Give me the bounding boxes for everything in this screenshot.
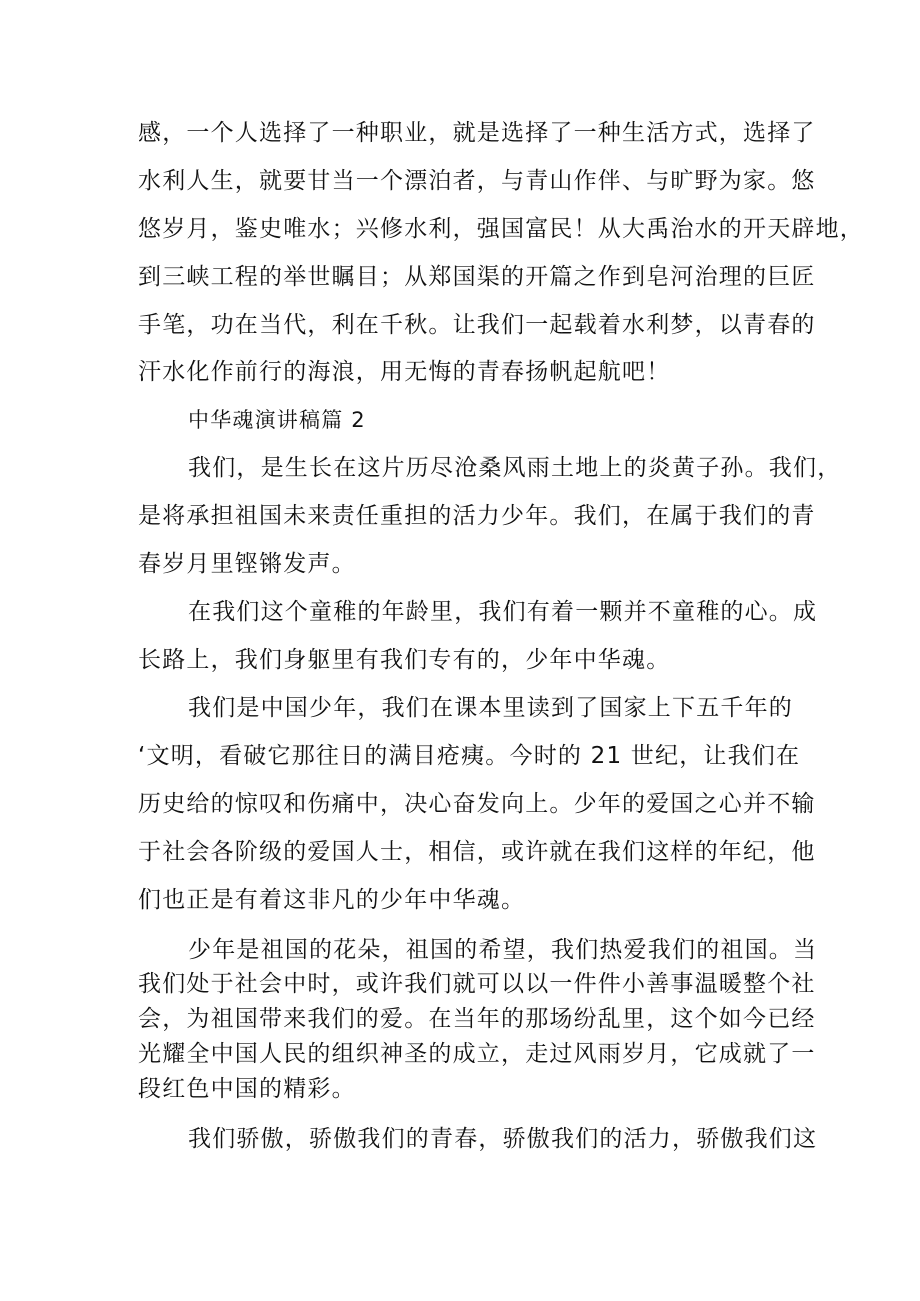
text-line: 春岁月里铿锵发声。: [138, 551, 356, 577]
text-line: 是将承担祖国未来责任重担的活力少年。我们，在属于我们的青: [138, 503, 816, 529]
text-line: 我们处于社会中时，或许我们就可以以一件件小善事温暖整个社: [138, 971, 816, 997]
section-heading: 中华魂演讲稿篇 2: [188, 408, 366, 432]
text-line: 段红色中国的精彩。: [138, 1076, 356, 1102]
text-line: 长路上，我们身躯里有我们专有的，少年中华魂。: [138, 647, 671, 673]
text-line: 们也正是有着这非凡的少年中华魂。: [138, 887, 526, 913]
text-line: 感，一个人选择了一种职业，就是选择了一种生活方式，选择了: [138, 120, 816, 146]
text-line: 少年是祖国的花朵，祖国的希望，我们热爱我们的祖国。当: [188, 937, 818, 963]
text-line: 悠岁月，鉴史唯水；兴修水利，强国富民！从大禹治水的开天辟地，: [138, 216, 864, 242]
text-line: 汗水化作前行的海浪，用无悔的青春扬帆起航吧！: [138, 359, 671, 385]
text-line: 我们骄傲，骄傲我们的青春，骄傲我们的活力，骄傲我们这: [188, 1126, 818, 1152]
text-line: 我们，是生长在这片历尽沧桑风雨土地上的炎黄子孙。我们，: [188, 455, 842, 481]
text-line: 光耀全中国人民的组织神圣的成立，走过风雨岁月，它成就了一: [138, 1041, 816, 1067]
text-line: 于社会各阶级的爱国人士，相信，或许就在我们这样的年纪，他: [138, 839, 816, 865]
text-line: 历史给的惊叹和伤痛中，决心奋发向上。少年的爱国之心并不输: [138, 791, 816, 817]
text-line: 我们是中国少年，我们在课本里读到了国家上下五千年的: [188, 695, 793, 721]
text-line: 水利人生，就要甘当一个漂泊者，与青山作伴、与旷野为家。悠: [138, 168, 816, 194]
text-line: 手笔，功在当代，利在千秋。让我们一起载着水利梦，以青春的: [138, 312, 816, 338]
text-line: 会，为祖国带来我们的爱。在当年的那场纷乱里，这个如今已经: [138, 1006, 816, 1032]
text-line: 到三峡工程的举世瞩目；从郑国渠的开篇之作到皂河治理的巨匠: [138, 264, 816, 290]
text-line: ‘文明，看破它那往日的满目疮痍。今时的 21 世纪，让我们在: [138, 743, 801, 769]
text-line: 在我们这个童稚的年龄里，我们有着一颗并不童稚的心。成: [188, 599, 818, 625]
